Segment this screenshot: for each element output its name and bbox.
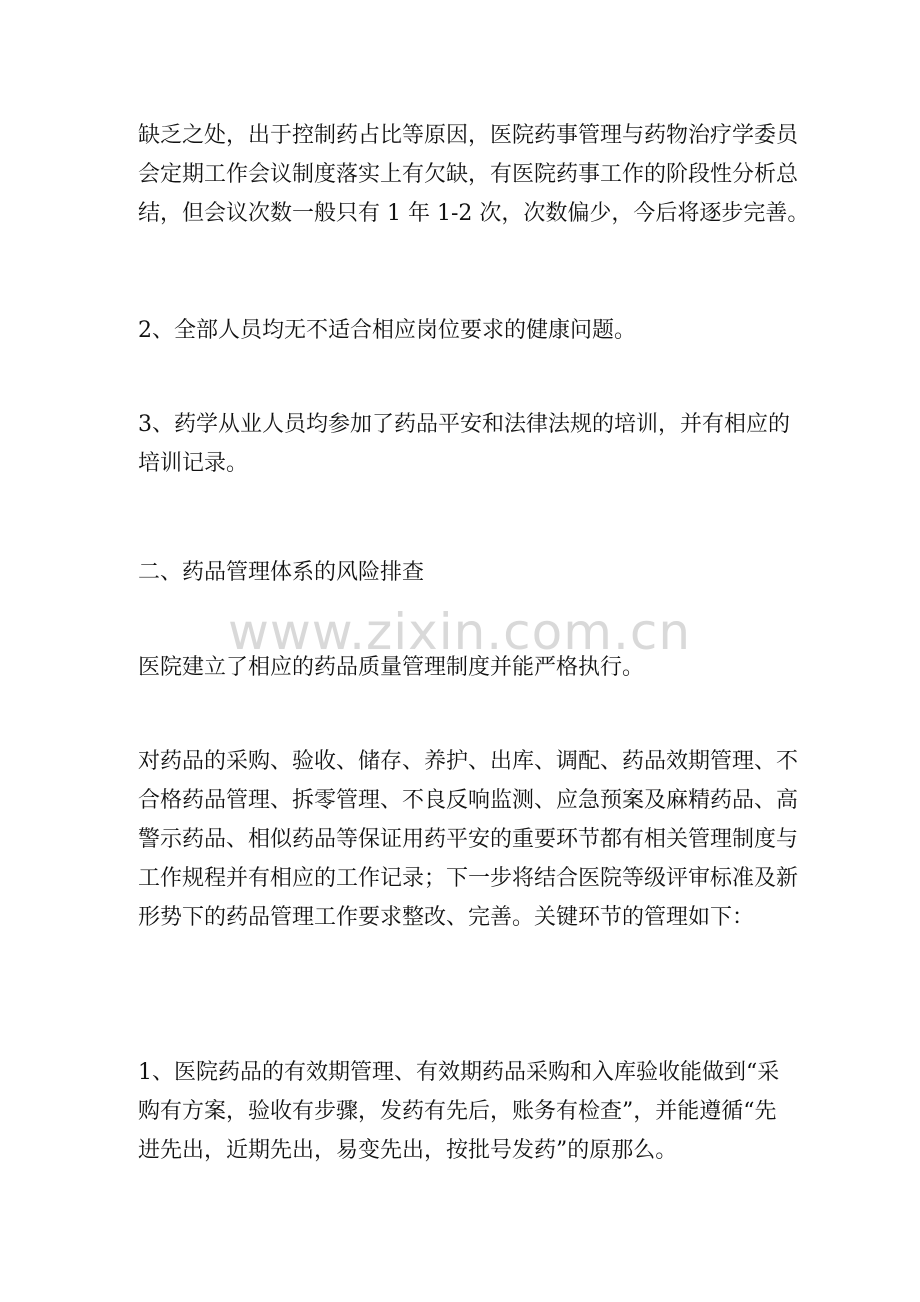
paragraph-meeting-shortcomings [138,116,810,233]
paragraph-item-2-health [138,311,798,350]
text-line: 医院建立了相应的药品质量管理制度并能严格执行。 [138,655,645,680]
text-line: 培训记录。 [138,451,249,476]
text-line: 二、药品管理体系的风险排查 [138,560,425,585]
text-line: 合格药品管理、拆零管理、不良反响监测、应急预案及麻精药品、高 [138,788,799,813]
paragraph-item-3-training [138,405,798,483]
text-line: 2、全部人员均无不适合相应岗位要求的健康问题。 [138,318,636,343]
paragraph-key-processes [138,742,798,937]
text-line: 1、医院药品的有效期管理、有效期药品采购和入库验收能做到“采 [138,1060,780,1085]
text-line: 3、药学从业人员均参加了药品平安和法律法规的培训，并有相应的 [138,412,790,437]
text-line: 结，但会议次数一般只有 1 年 1-2 次，次数偏少，今后将逐步完善。 [138,201,810,226]
text-line: 警示药品、相似药品等保证用药平安的重要环节都有相关管理制度与 [138,827,799,852]
text-line: 工作规程并有相应的工作记录；下一步将结合医院等级评审标准及新 [138,866,799,891]
watermark: www.zixin.com.cn [228,603,692,661]
text-line: 对药品的采购、验收、储存、养护、出库、调配、药品效期管理、不 [138,749,799,774]
text-line: 形势下的药品管理工作要求整改、完善。关键环节的管理如下： [138,905,755,930]
section-heading-risk-screening [138,553,798,592]
text-line: 购有方案，验收有步骤，发药有先后，账务有检查”，并能遵循“先 [138,1099,777,1124]
paragraph-item-1-expiry [138,1053,798,1170]
text-line: 缺乏之处，出于控制药占比等原因，医院药事管理与药物治疗学委员 [138,123,799,148]
text-line: 会定期工作会议制度落实上有欠缺，有医院药事工作的阶段性分析总 [138,162,799,187]
text-line: 进先出，近期先出，易变先出，按批号发药”的原那么。 [138,1138,678,1163]
